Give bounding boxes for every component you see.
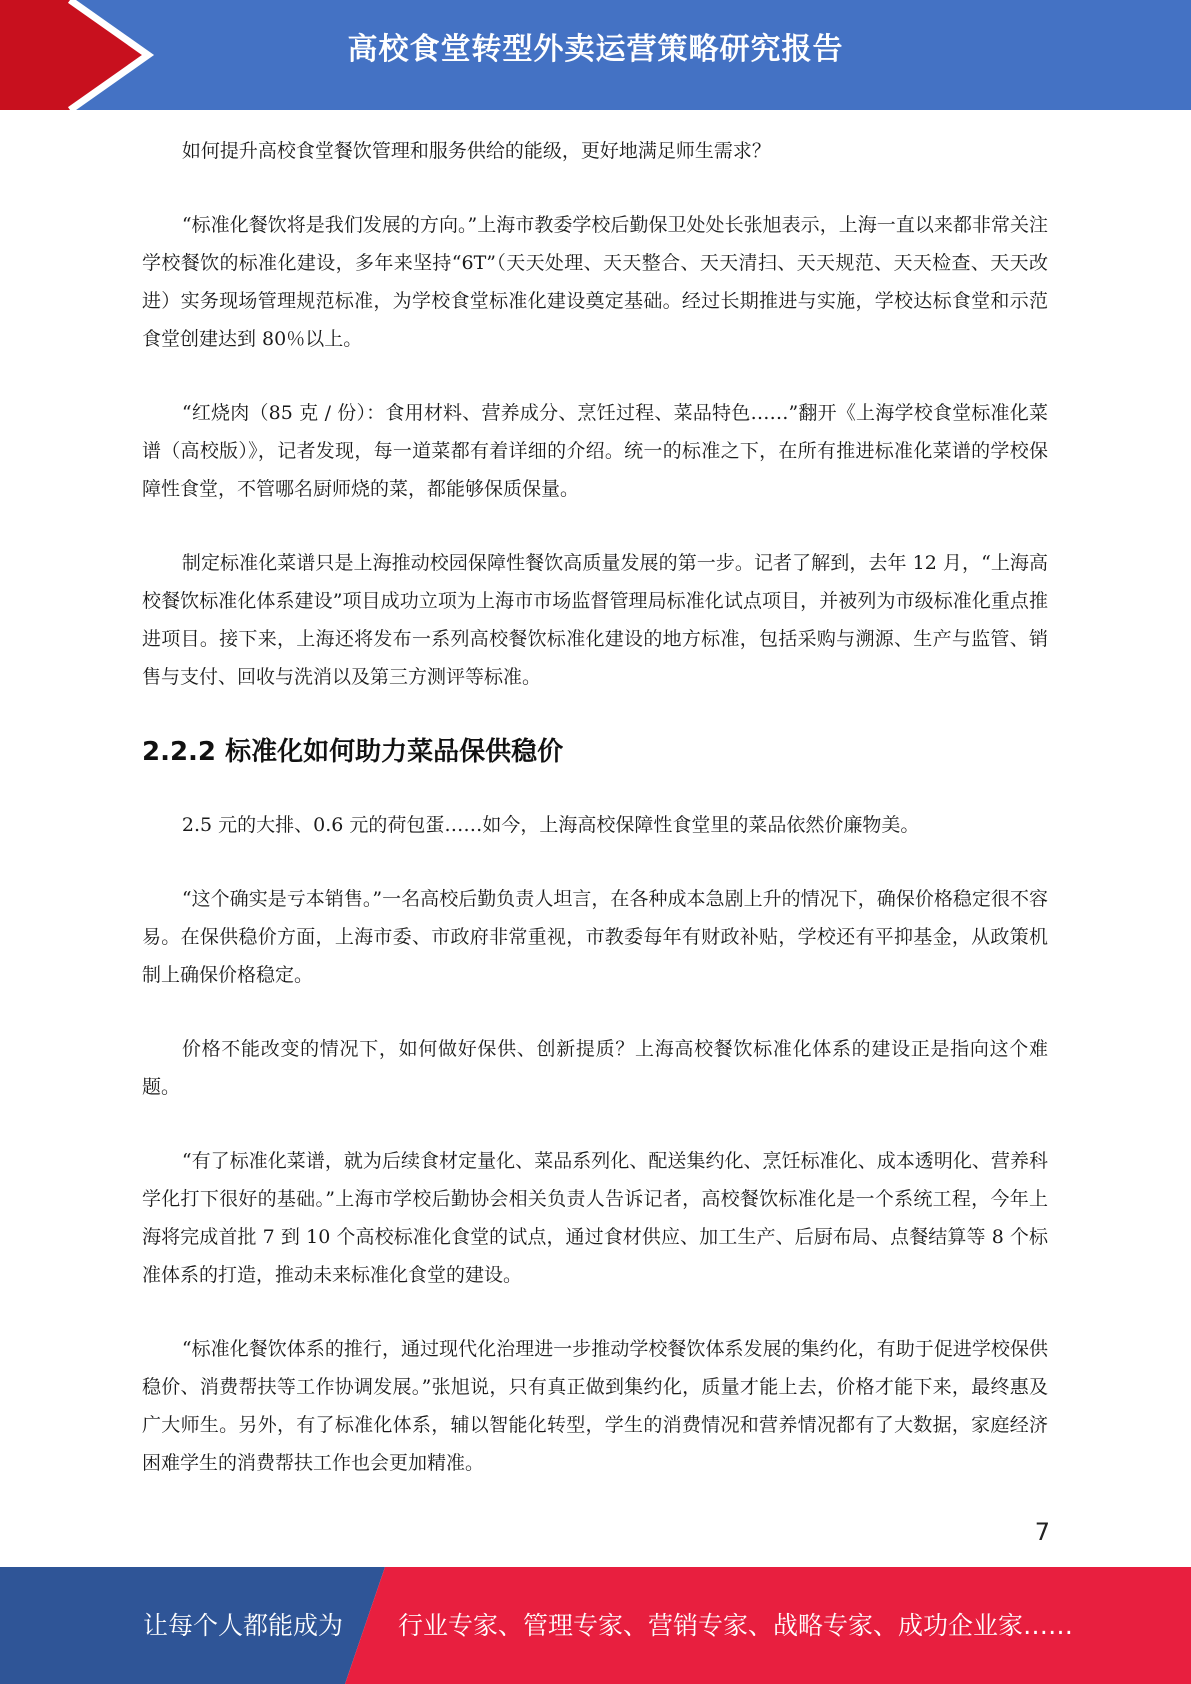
paragraph: 2.5 元的大排、0.6 元的荷包蛋……如今，上海高校保障性食堂里的菜品依然价廉物美。 [181,814,920,836]
report-title: 高校食堂转型外卖运营策略研究报告 [347,32,844,67]
page-header [0,0,1191,110]
paragraph: “标准化餐饮体系的推行，通过现代化治理进一步推动学校餐饮体系发展的集约化，有助于促进学校保供稳价、消费帮扶等工作协调发展。”张旭说，只有真正做到集约化，质量才能上去，价格才能下来，最终惠及广大师生。另外，有了标准化体系，辅以智能化转型，学生的消费情况和营养情况都有了大数据，家庭经济困难学生的消费帮扶工作也会更加精准。 [142,1338,1048,1474]
section-heading: 2.2.2 标准化如何助力菜品保供稳价 [142,737,564,767]
paragraph: “这个确实是亏本销售。”一名高校后勤负责人坦言，在各种成本急剧上升的情况下，确保价格稳定很不容易。在保供稳价方面，上海市委、市政府非常重视，市教委每年有财政补贴，学校还有平抑基金，从政策机制上确保价格稳定。 [142,888,1048,986]
paragraph: “标准化餐饮将是我们发展的方向。”上海市教委学校后勤保卫处处长张旭表示，上海一直以来都非常关注学校餐饮的标准化建设，多年来坚持“6T”（天天处理、天天整合、天天清扫、天天规范、天天检查、天天改进）实务现场管理规范标准，为学校食堂标准化建设奠定基础。经过长期推进与实施，学校达标食堂和示范食堂创建达到 80％以上。 [142,214,1048,350]
paragraph: 制定标准化菜谱只是上海推动校园保障性餐饮高质量发展的第一步。记者了解到，去年 12 月，“上海高校餐饮标准化体系建设”项目成功立项为上海市市场监督管理局标准化试点项目，并被列为市级标准化重点推进项目。接下来，上海还将发布一系列高校餐饮标准化建设的地方标准，包括采购与溯源、生产与监管、销售与支付、回收与洗消以及第三方测评等标准。 [142,552,1048,688]
page-number: 7 [1034,1518,1050,1546]
paragraph: 如何提升高校食堂餐饮管理和服务供给的能级，更好地满足师生需求？ [181,140,771,162]
footer-slogan-left: 让每个人都能成为 [143,1611,344,1640]
document-body [142,132,1048,1518]
paragraph: “红烧肉（85 克 / 份）：食用材料、营养成分、烹饪过程、菜品特色……”翻开《上海学校食堂标准化菜谱（高校版）》，记者发现，每一道菜都有着详细的介绍。统一的标准之下，在所有推进标准化菜谱的学校保障性食堂，不管哪名厨师烧的菜，都能够保质保量。 [142,402,1048,500]
page-footer [0,1567,1191,1684]
paragraph: 价格不能改变的情况下，如何做好保供、创新提质？上海高校餐饮标准化体系的建设正是指向这个难题。 [142,1038,1048,1098]
footer-slogan-right: 行业专家、管理专家、营销专家、战略专家、成功企业家…… [398,1611,1074,1640]
paragraph: “有了标准化菜谱，就为后续食材定量化、菜品系列化、配送集约化、烹饪标准化、成本透明化、营养科学化打下很好的基础。”上海市学校后勤协会相关负责人告诉记者，高校餐饮标准化是一个系统工程，今年上海将完成首批 7 到 10 个高校标准化食堂的试点，通过食材供应、加工生产、后厨布局、点餐结算等 8 个标准体系的打造，推动未来标准化食堂的建设。 [142,1150,1048,1286]
